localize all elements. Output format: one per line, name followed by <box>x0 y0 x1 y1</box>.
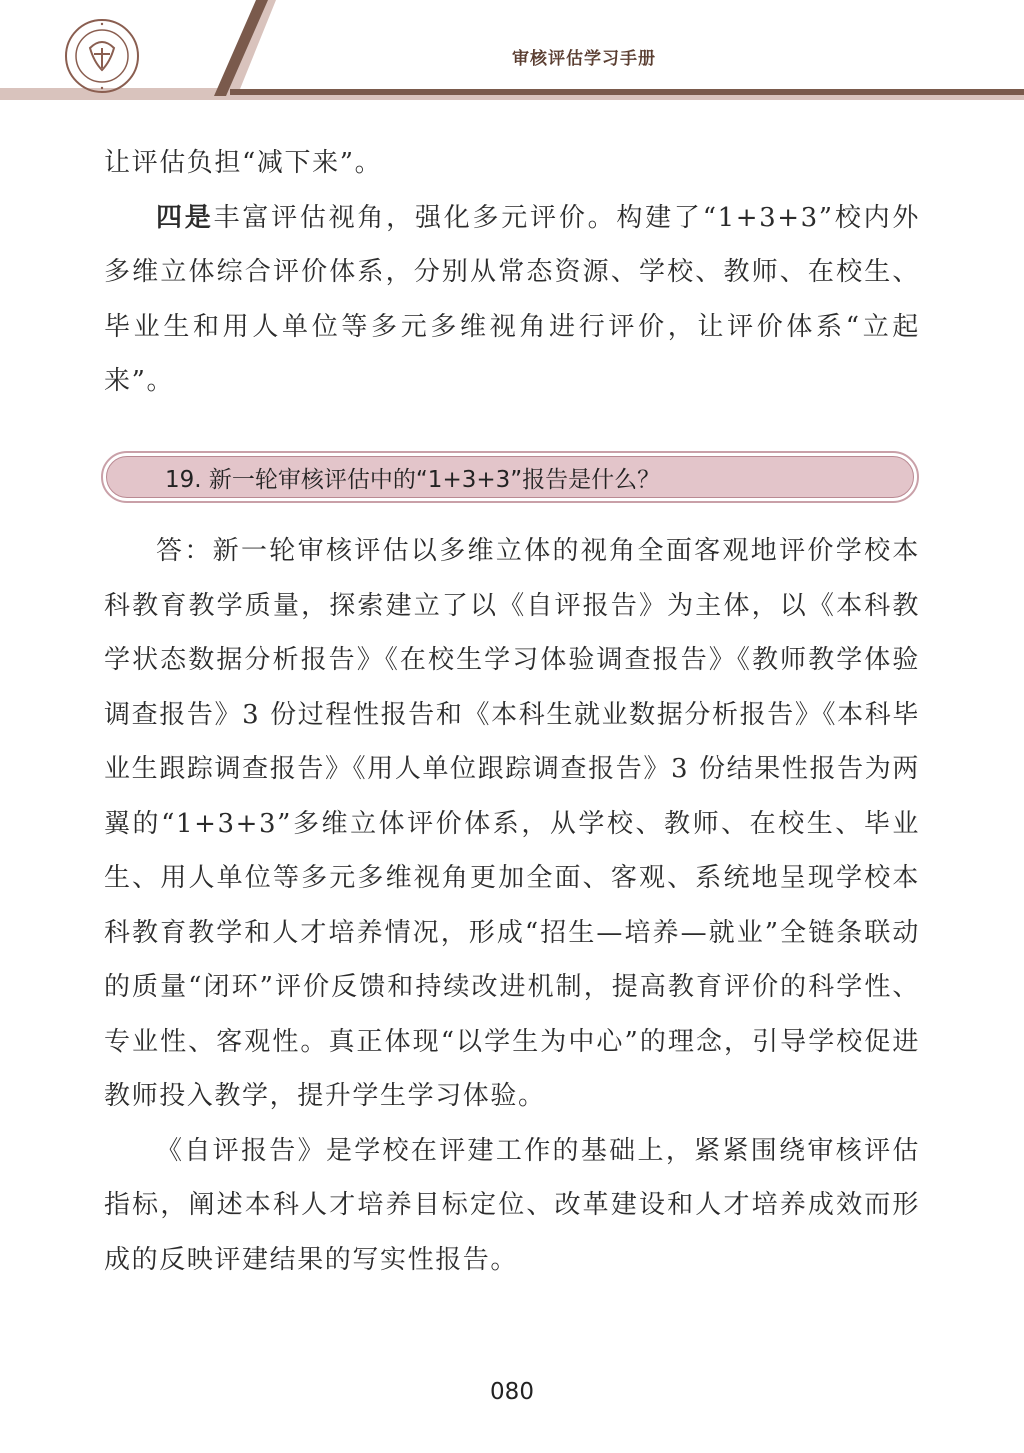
page-header <box>0 0 1024 100</box>
point-four-text: 丰富评估视角，强化多元评价。构建了“1+3+3”校内外多维立体综合评价体系，分别从常态资源、学校、教师、在校生、毕业生和用人单位等多元多维视角进行评价，让评价体系“立起来”。 <box>104 202 920 396</box>
page-number: 080 <box>490 1379 534 1405</box>
question-heading-fill <box>106 456 914 498</box>
question-heading-box <box>101 451 919 503</box>
answer-paragraph-1: 答：新一轮审核评估以多维立体的视角全面客观地评价学校本科教育教学质量，探索建立了以《自评报告》为主体，以《本科教学状态数据分析报告》《在校生学习体验调查报告》《教师教学体验调查报告》3 份过程性报告和《本科生就业数据分析报告》《本科毕业生跟踪调查报告》《用人单位跟踪调查报告》3 份结果性报告为两翼的“1+3+3”多维立体评价体系，从学校、教师、在校生、毕业生、用人单位等多元多维视角更加全面、客观、系统地呈现学校本科教育教学和人才培养情况，形成“招生—培养—就业”全链条联动的质量“闭环”评价反馈和持续改进机制，提高教育评价的科学性、专业性、客观性。真正体现“以学生为中心”的理念，引导学校促进教师投入教学，提升学生学习体验。 <box>104 536 920 1111</box>
question-title: 19. 新一轮审核评估中的“1+3+3”报告是什么？ <box>165 466 661 493</box>
intro-section <box>104 136 920 409</box>
answer-section <box>104 524 920 1287</box>
point-four-paragraph <box>104 191 920 409</box>
university-seal-logo <box>64 18 140 94</box>
point-four-lead: 四是 <box>156 202 214 233</box>
answer-paragraph-2: 《自评报告》是学校在评建工作的基础上，紧紧围绕审核评估指标，阐述本科人才培养目标定位、改革建设和人才培养成效而形成的反映评建结果的写实性报告。 <box>104 1135 920 1275</box>
handbook-title: 审核评估学习手册 <box>512 49 656 69</box>
intro-tail-text: 让评估负担“减下来”。 <box>104 148 383 178</box>
